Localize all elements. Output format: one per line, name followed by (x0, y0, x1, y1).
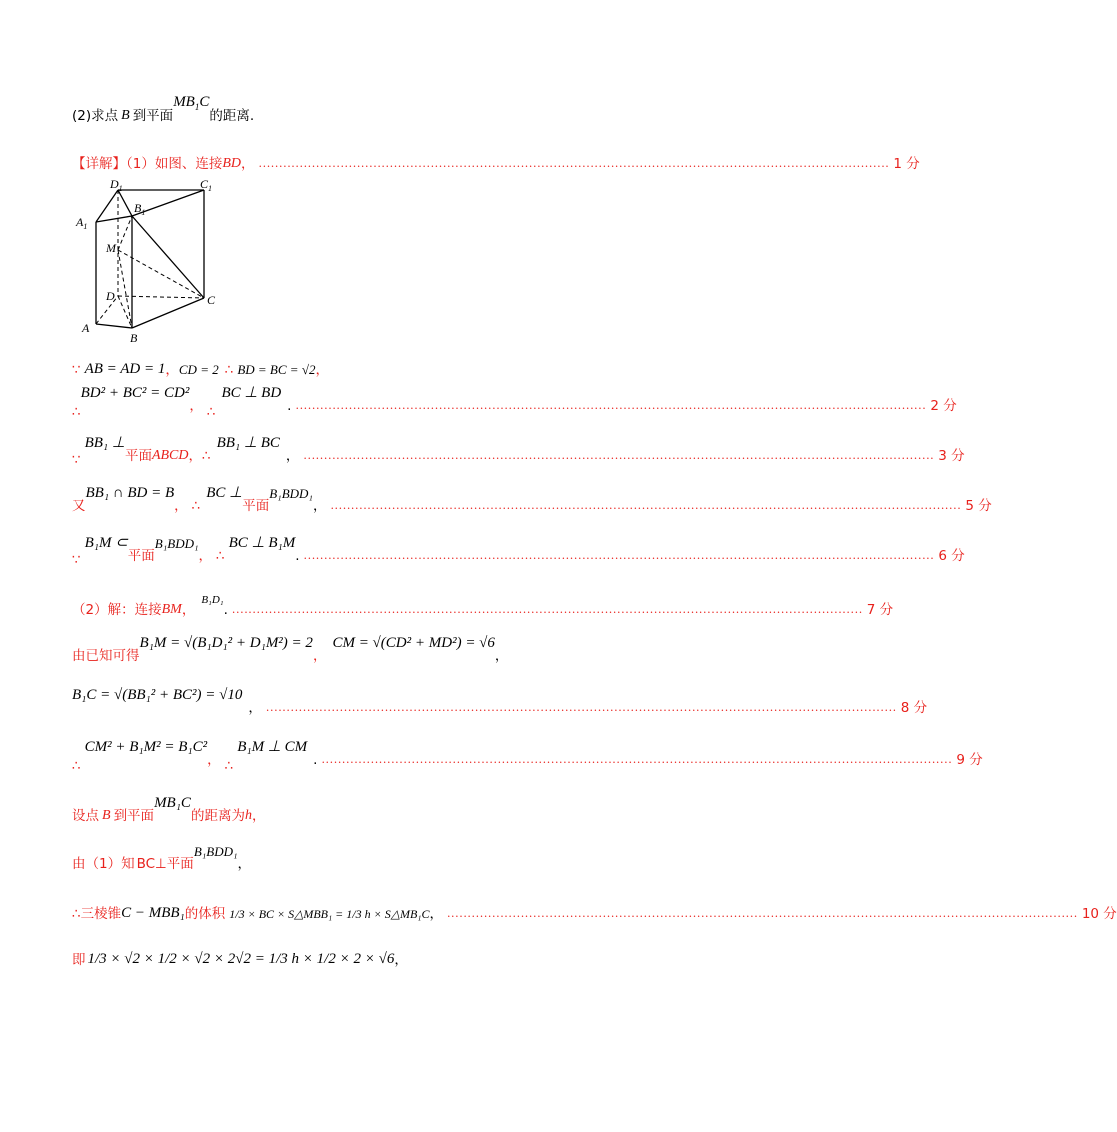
score-label: 1 分 (893, 156, 920, 172)
label-c: C (207, 293, 216, 307)
line-tail: ， (394, 952, 408, 968)
solution-line-14 (72, 940, 660, 968)
score-label: 10 分 (1081, 906, 1117, 922)
solution-line-6 (72, 535, 965, 568)
eq-b1c: B₁C = √(BB₁² + BC²) = √10 (72, 687, 243, 703)
eq-bb1-perp: BB₁ ⊥ (84, 435, 125, 451)
plane-mb1c: MB₁C (154, 795, 191, 811)
line-tail: . (223, 602, 228, 618)
line-tail: . (295, 548, 300, 564)
sep: ， (207, 752, 221, 768)
sep: ， (188, 448, 203, 464)
dot-leader: .......................................................................................................................................................... (231, 603, 863, 616)
dot-leader: .......................................................................................................................................................... (258, 157, 890, 170)
solution-line-4 (72, 435, 965, 468)
therefore-symbol: ∴ (72, 404, 81, 420)
eq-cm: CM = √(CD² + MD²) = √6 (332, 635, 495, 651)
eq-cd: CD = 2 (178, 362, 219, 377)
line-tail: ， (251, 808, 266, 824)
therefore-symbol: ∴ (224, 758, 234, 774)
eq-bd-bc: BD = BC = √2 (237, 362, 316, 377)
score-label: 5 分 (965, 498, 992, 514)
because-symbol: ∵ (72, 362, 81, 378)
dot-leader: .......................................................................................................................................................... (321, 753, 953, 766)
also-word: 又 (72, 498, 86, 514)
from-part1-label: 由（1）知 (72, 856, 135, 872)
question-line (72, 96, 660, 124)
sep: ， (165, 362, 179, 378)
therefore-symbol: ∴ (224, 362, 234, 378)
to-plane-word: 到平面 (113, 808, 155, 824)
solution-line-7 (72, 590, 894, 618)
eq-b1m-perp-cm: B₁M ⊥ CM (237, 739, 308, 755)
solution-line-12 (72, 844, 660, 872)
question-prefix: (2)求点 (72, 108, 119, 124)
dot-leader: .......................................................................................................................................................... (446, 907, 1078, 920)
line-tail: ， (494, 648, 509, 664)
plane-b1bdd1: B₁BDD₁ (193, 844, 238, 859)
label-b: B (130, 331, 138, 345)
part2-label: （2）解：连接 (72, 602, 162, 618)
label-m: M (106, 241, 116, 255)
line-tail: . (287, 398, 292, 414)
line-tail: ， (285, 448, 300, 464)
label-b1: $B_1$ (134, 201, 146, 217)
prism-figure (76, 178, 236, 348)
because-symbol: ∵ (72, 452, 81, 468)
line-tail: ， (429, 906, 443, 922)
label-a1: $A_1$ (76, 215, 88, 231)
eq-bc-perp: BC ⊥ (206, 485, 243, 501)
dot-leader: .......................................................................................................................................................... (303, 449, 935, 462)
eq-bc-perp-b1m: BC ⊥ B₁M (228, 535, 296, 551)
solution-line-3 (72, 385, 957, 420)
line-tail: ， (312, 498, 327, 514)
question-mid: 到平面 (132, 108, 174, 124)
solution-line-13 (72, 894, 1117, 922)
sep: ， (189, 398, 203, 414)
eq-pythag: BD² + BC² = CD² (80, 385, 190, 401)
dot-leader: .......................................................................................................................................................... (265, 701, 897, 714)
eq-volume: 1/3 × BC × S△MBB₁ = 1/3 h × S△MB₁C (229, 907, 430, 921)
plane-word: 平面 (124, 448, 152, 464)
line-tail: ， (315, 362, 329, 378)
solution-line-1 (72, 144, 920, 172)
question-plane: $MB_1C$ (173, 94, 210, 112)
plane-b1bdd1: B₁BDD₁ (154, 536, 199, 551)
detail-label: 【详解】（1）如图、连接 (72, 156, 223, 172)
eq-bc-perp-bd: BC ⊥ BD (221, 385, 282, 401)
label-a: A (82, 321, 90, 335)
given-label: 由已知可得 (72, 648, 140, 664)
dot-leader: .......................................................................................................................................................... (330, 499, 962, 512)
dot-leader: .......................................................................................................................................................... (295, 399, 927, 412)
eq-b1d1: B₁D₁ (201, 594, 224, 606)
plane-word: 平面 (242, 498, 270, 514)
sep: ， (198, 548, 212, 564)
eq-b1m: B₁M = √(B₁D₁² + D₁M²) = 2 (139, 635, 313, 651)
therefore-symbol: ∴ (216, 548, 225, 564)
score-label: 2 分 (930, 398, 957, 414)
sep: ， (312, 648, 327, 664)
volume-word: 的体积 (184, 906, 226, 922)
eq-pythag2: CM² + B₁M² = B₁C² (84, 739, 208, 755)
therefore-symbol: ∴ (191, 498, 201, 514)
solution-line-5 (72, 485, 992, 514)
solution-line-2 (72, 350, 660, 378)
dot-leader: .......................................................................................................................................................... (303, 549, 935, 562)
sep: ， (174, 498, 188, 514)
pyramid-label: ∴三棱锥 (72, 906, 122, 922)
therefore-symbol: ∴ (202, 448, 211, 464)
solution-line-8 (72, 636, 660, 664)
pyramid-name: C − MBB₁ (121, 905, 185, 921)
therefore-symbol: ∴ (206, 404, 216, 420)
eq-ab-ad: AB = AD = 1 (84, 361, 166, 377)
sep: ， (181, 602, 196, 618)
bc-perp-plane: BC⊥平面 (136, 856, 194, 872)
distance-word: 的距离为 (190, 808, 245, 824)
bm-var: BM (161, 602, 182, 617)
score-label: 7 分 (866, 602, 894, 618)
let-label: 设点 (72, 808, 99, 824)
solution-line-9 (72, 687, 928, 716)
eq-bb1-perp-bc: BB₁ ⊥ BC (216, 435, 280, 451)
h-var: h (244, 808, 252, 823)
label-d1: $D_1$ (110, 177, 123, 193)
solution-line-11 (72, 796, 660, 824)
label-c1: $C_1$ (200, 177, 213, 193)
solution-line-10 (72, 739, 983, 774)
point-b: B (102, 808, 111, 823)
question-suffix: 的距离. (209, 108, 255, 124)
therefore-symbol: ∴ (72, 758, 81, 774)
score-label: 3 分 (938, 448, 965, 464)
label-d: D (106, 289, 115, 303)
eq-subset: B₁M ⊂ (84, 535, 128, 551)
plane-abcd: ABCD (151, 448, 189, 463)
line-tail: ， (248, 700, 262, 716)
score-label: 9 分 (956, 752, 983, 768)
line-tail: . (313, 752, 318, 768)
eq-volume-values: 1/3 × √2 × 1/2 × √2 × 2√2 = 1/3 h × 1/2 × 2 × √6 (87, 951, 395, 967)
because-symbol: ∵ (72, 552, 81, 568)
score-label: 8 分 (900, 700, 928, 716)
bd-var: BD (222, 156, 242, 171)
line-tail: ， (237, 856, 252, 872)
question-point: B (121, 108, 130, 123)
score-label: 6 分 (938, 548, 965, 564)
plane-word: 平面 (127, 548, 155, 564)
plane-b1bdd1: B₁BDD₁ (269, 486, 313, 501)
namely-label: 即 (72, 952, 86, 968)
eq-intersection: BB₁ ∩ BD = B (85, 485, 175, 501)
line-tail: ， (241, 156, 255, 172)
